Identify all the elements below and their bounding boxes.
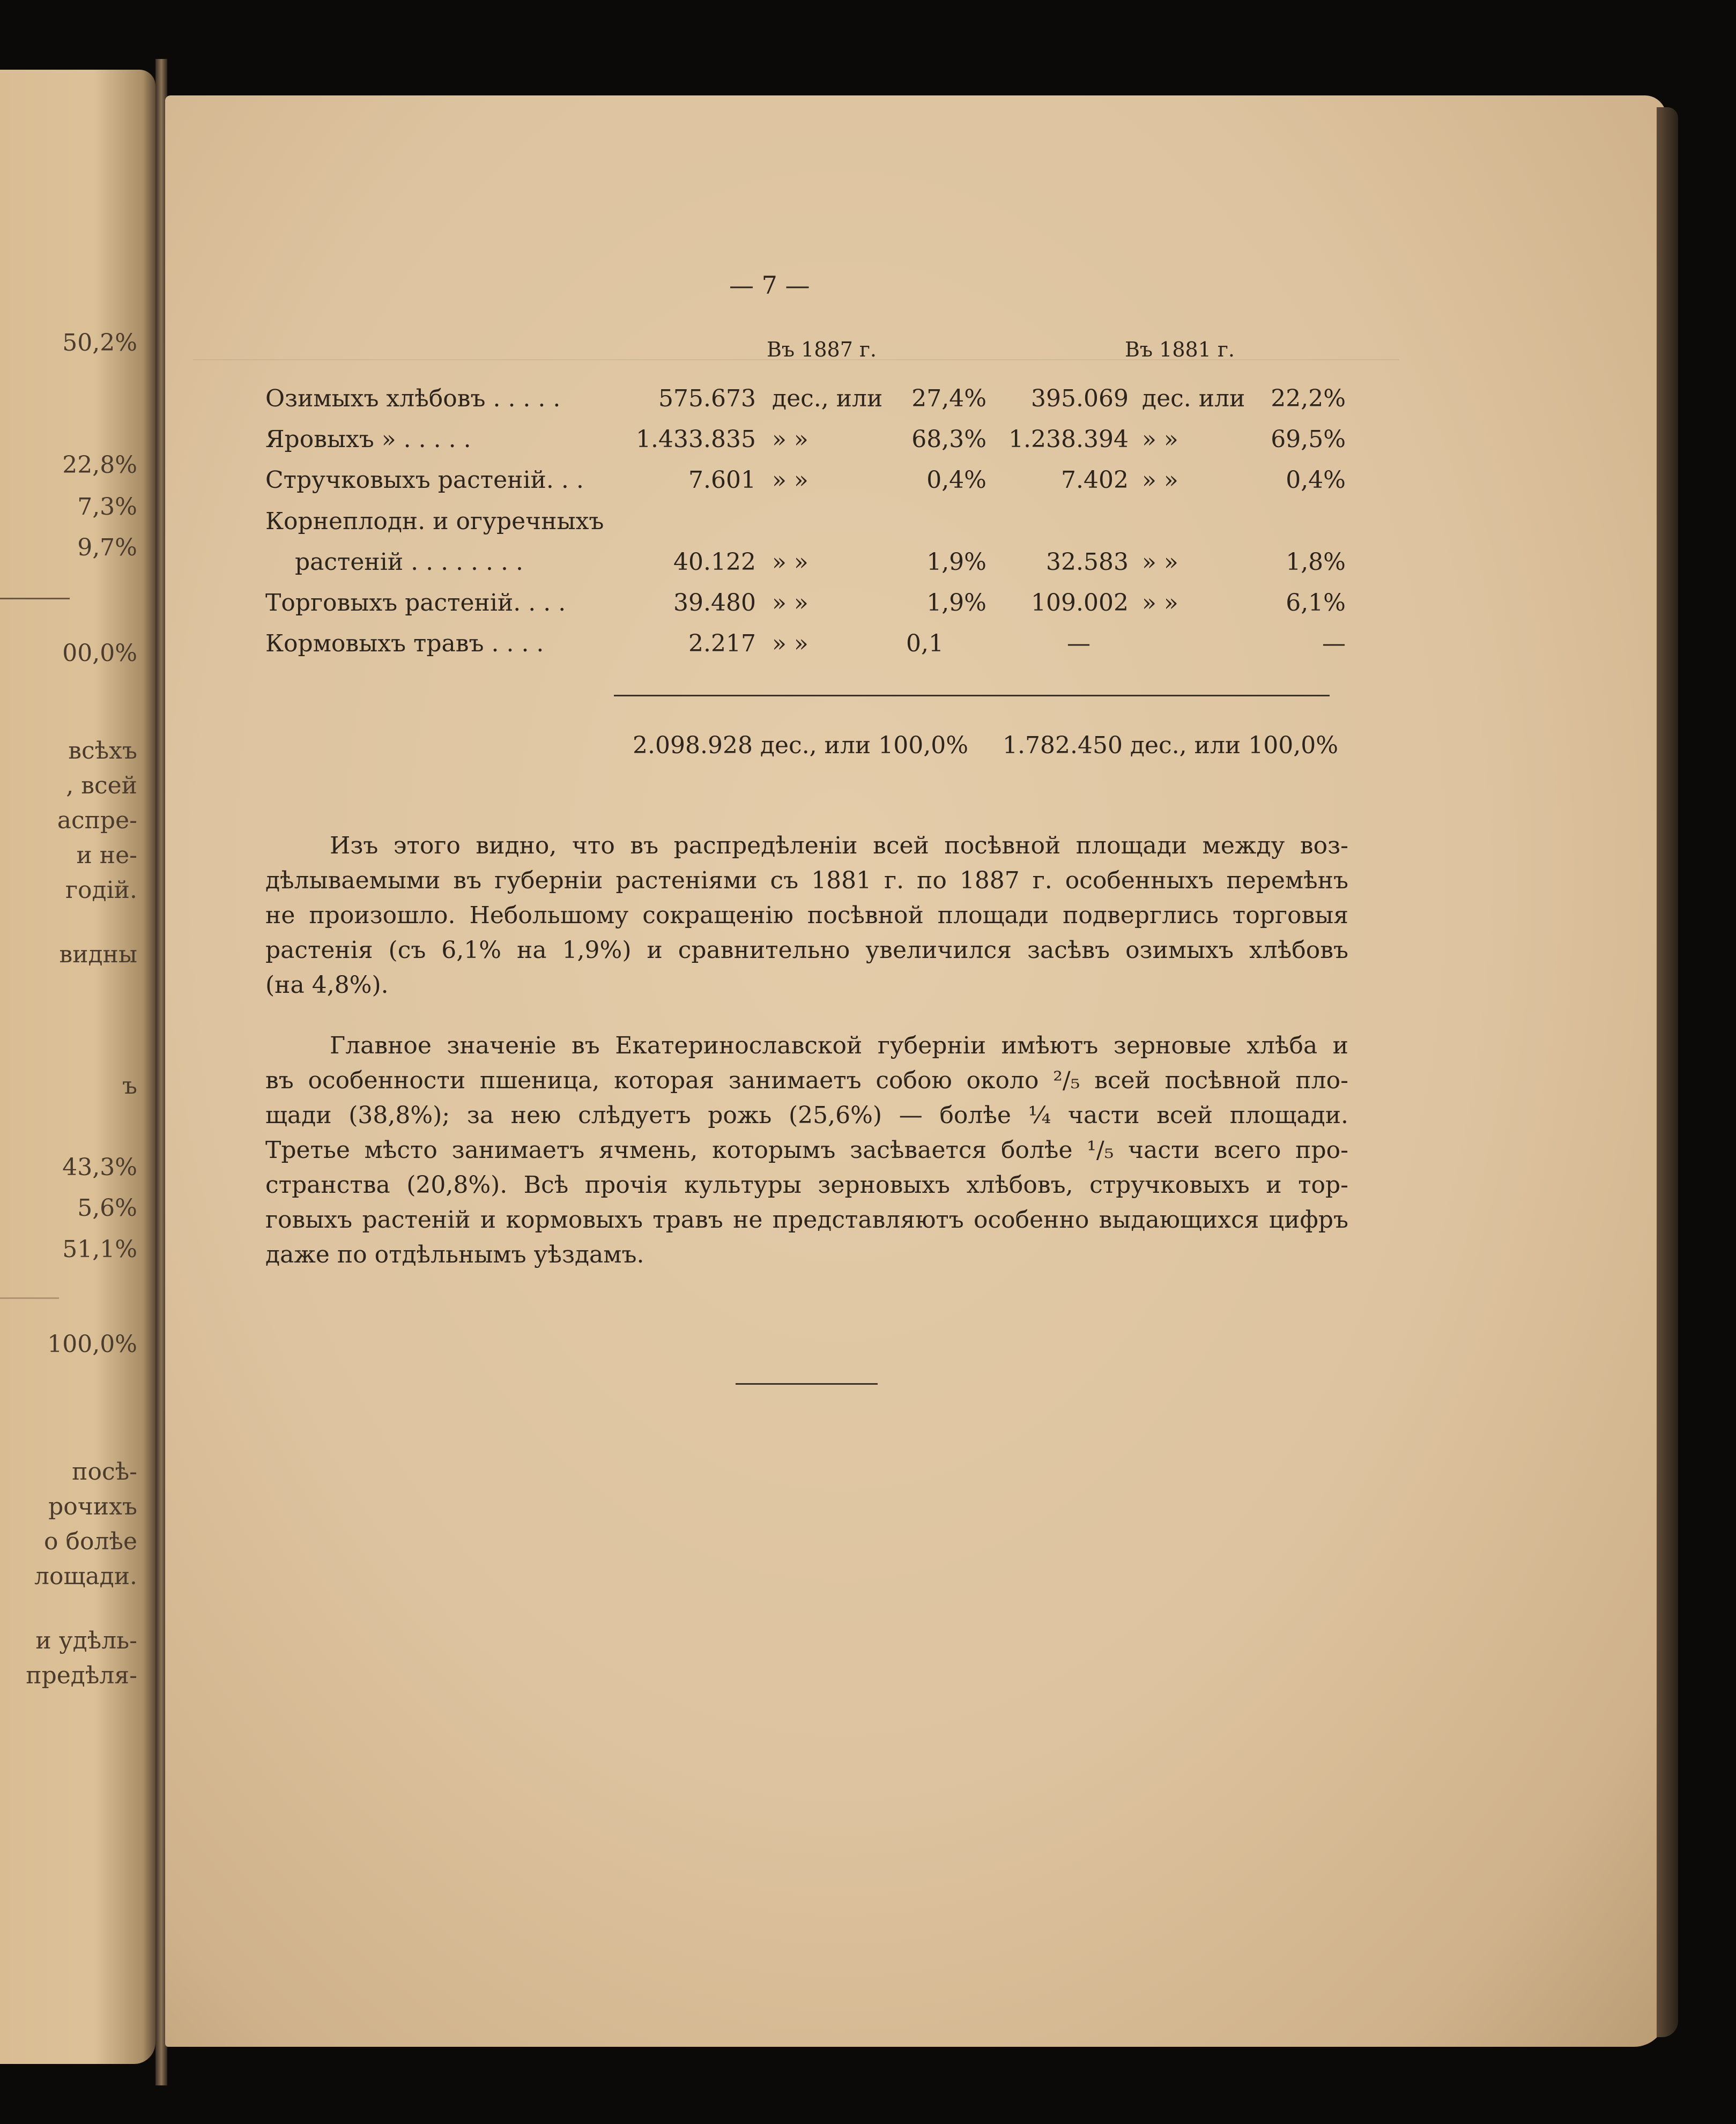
row-percent-1881: 6,1% bbox=[1286, 589, 1346, 617]
paragraph-line: даже по отдѣльнымъ уѣздамъ. bbox=[265, 1241, 644, 1268]
row-percent-1881: 1,8% bbox=[1286, 548, 1346, 576]
left-fragment: годій. bbox=[65, 877, 137, 904]
row-label: Кормовыхъ травъ . . . . bbox=[265, 630, 544, 657]
row-unit-1887: » » bbox=[772, 630, 808, 657]
paragraph-1 bbox=[265, 828, 1348, 1002]
left-fragment: посѣ- bbox=[72, 1458, 137, 1486]
paragraph-line: не произошло. Небольшому сокращенію посѣвной площади подверглись торговыя bbox=[265, 902, 1348, 929]
row-percent-1881: 0,4% bbox=[1286, 466, 1346, 494]
row-unit-1887: » » bbox=[772, 589, 808, 617]
row-value-1887: 1.433.835 bbox=[636, 426, 756, 453]
total-1881: 1.782.450 дес., или 100,0% bbox=[1003, 732, 1339, 759]
left-fragment: , всей bbox=[66, 772, 137, 799]
row-unit-1887: » » bbox=[772, 426, 808, 453]
left-fragment: рочихъ bbox=[48, 1493, 137, 1520]
paragraph-line: щади (38,8%); за нею слѣдуетъ рожь (25,6%) — болѣе ¼ части всей площади. bbox=[265, 1102, 1348, 1129]
paragraph-line: въ особенности пшеница, которая занимаетъ собою около ²/₅ всей посѣвной пло- bbox=[265, 1067, 1348, 1094]
row-percent-1887: 0,1 bbox=[906, 630, 944, 657]
row-percent-1881: — bbox=[1322, 630, 1346, 657]
left-fragment: 5,6% bbox=[77, 1194, 137, 1222]
row-unit-1881: » » bbox=[1142, 426, 1178, 453]
row-label: растеній . . . . . . . . bbox=[295, 548, 523, 576]
row-value-1881: 32.583 bbox=[1046, 548, 1129, 576]
page-edge-shadow bbox=[1657, 107, 1678, 2037]
left-fragment: 50,2% bbox=[62, 329, 137, 357]
left-page-fragment bbox=[0, 70, 155, 2064]
left-fragment: 51,1% bbox=[62, 1236, 137, 1263]
paragraph-line: Главное значеніе въ Екатеринославской губерніи имѣютъ зерновые хлѣба и bbox=[330, 1032, 1348, 1059]
left-fragment: видны bbox=[59, 941, 137, 968]
row-unit-1887: » » bbox=[772, 548, 808, 576]
left-fragment: предѣля- bbox=[26, 1662, 137, 1689]
left-fragment: лощади. bbox=[34, 1563, 137, 1590]
paragraph-line: Третье мѣсто занимаетъ ячмень, которымъ засѣвается болѣе ¹/₅ части всего про- bbox=[265, 1137, 1348, 1164]
end-rule bbox=[736, 1383, 878, 1385]
left-fragment: 43,3% bbox=[62, 1154, 137, 1181]
row-value-1887: 7.601 bbox=[688, 466, 756, 494]
paragraph-line: странства (20,8%). Всѣ прочія культуры зерновыхъ хлѣбовъ, стручковыхъ и тор- bbox=[265, 1171, 1348, 1199]
left-fragment: всѣхъ bbox=[68, 737, 137, 764]
row-unit-1881: дес. или bbox=[1142, 385, 1245, 412]
row-value-1881: 395.069 bbox=[1031, 385, 1129, 412]
paragraph-line: растенія (съ 6,1% на 1,9%) и сравнительно увеличился засѣвъ озимыхъ хлѣбовъ bbox=[265, 937, 1348, 964]
row-value-1881: 109.002 bbox=[1031, 589, 1129, 617]
row-value-1887: 575.673 bbox=[658, 385, 756, 412]
paragraph-line: говыхъ растеній и кормовыхъ травъ не представляютъ особенно выдающихся цифръ bbox=[265, 1206, 1348, 1234]
row-value-1887: 2.217 bbox=[688, 630, 756, 657]
row-label: Озимыхъ хлѣбовъ . . . . . bbox=[265, 385, 561, 412]
left-fragment: о болѣе bbox=[44, 1528, 137, 1555]
paragraph-line: дѣлываемыми въ губерніи растеніями съ 1881 г. по 1887 г. особенныхъ перемѣнъ bbox=[265, 867, 1348, 894]
row-percent-1881: 22,2% bbox=[1271, 385, 1346, 412]
column-header-1887: Въ 1887 г. bbox=[767, 338, 877, 361]
paragraph-2 bbox=[265, 1028, 1348, 1272]
page-number: — 7 — bbox=[729, 271, 810, 300]
column-header-1881: Въ 1881 г. bbox=[1125, 338, 1235, 361]
row-percent-1881: 69,5% bbox=[1271, 426, 1346, 453]
left-fragment: 7,3% bbox=[77, 493, 137, 521]
row-percent-1887: 0,4% bbox=[926, 466, 986, 494]
row-percent-1887: 1,9% bbox=[926, 548, 986, 576]
left-fragment: и удѣль- bbox=[35, 1627, 137, 1654]
left-fragment: 00,0% bbox=[62, 640, 137, 667]
row-label: Торговыхъ растеній. . . . bbox=[265, 589, 566, 617]
row-percent-1887: 68,3% bbox=[911, 426, 986, 453]
row-label: Корнеплодн. и огуречныхъ bbox=[265, 508, 604, 535]
row-label: Стручковыхъ растеній. . . bbox=[265, 466, 584, 494]
row-unit-1887: дес., или bbox=[772, 385, 883, 412]
row-value-1887: 39.480 bbox=[673, 589, 756, 617]
row-value-1881: 1.238.394 bbox=[1008, 426, 1129, 453]
left-fragment: 9,7% bbox=[77, 534, 137, 561]
left-fragment: аспре- bbox=[57, 807, 137, 834]
left-fragment: ъ bbox=[122, 1072, 137, 1100]
row-unit-1887: » » bbox=[772, 466, 808, 494]
left-fragment: 22,8% bbox=[62, 451, 137, 479]
left-rule bbox=[0, 598, 70, 599]
left-fragment: и не- bbox=[76, 842, 137, 869]
row-label: Яровыхъ » . . . . . bbox=[265, 426, 471, 453]
row-unit-1881: » » bbox=[1142, 589, 1178, 617]
left-fragment: 100,0% bbox=[47, 1331, 137, 1358]
row-unit-1881: » » bbox=[1142, 548, 1178, 576]
row-percent-1887: 1,9% bbox=[926, 589, 986, 617]
row-value-1881: 7.402 bbox=[1061, 466, 1129, 494]
paragraph-line: Изъ этого видно, что въ распредѣленіи всей посѣвной площади между воз- bbox=[330, 832, 1348, 859]
paragraph-line: (на 4,8%). bbox=[265, 971, 389, 999]
left-rule bbox=[0, 1297, 59, 1299]
totals-rule bbox=[614, 695, 1330, 696]
row-value-1881: — bbox=[1067, 630, 1090, 657]
total-1887: 2.098.928 дес., или 100,0% bbox=[633, 732, 969, 759]
row-unit-1881: » » bbox=[1142, 466, 1178, 494]
row-value-1887: 40.122 bbox=[673, 548, 756, 576]
row-percent-1887: 27,4% bbox=[911, 385, 986, 412]
